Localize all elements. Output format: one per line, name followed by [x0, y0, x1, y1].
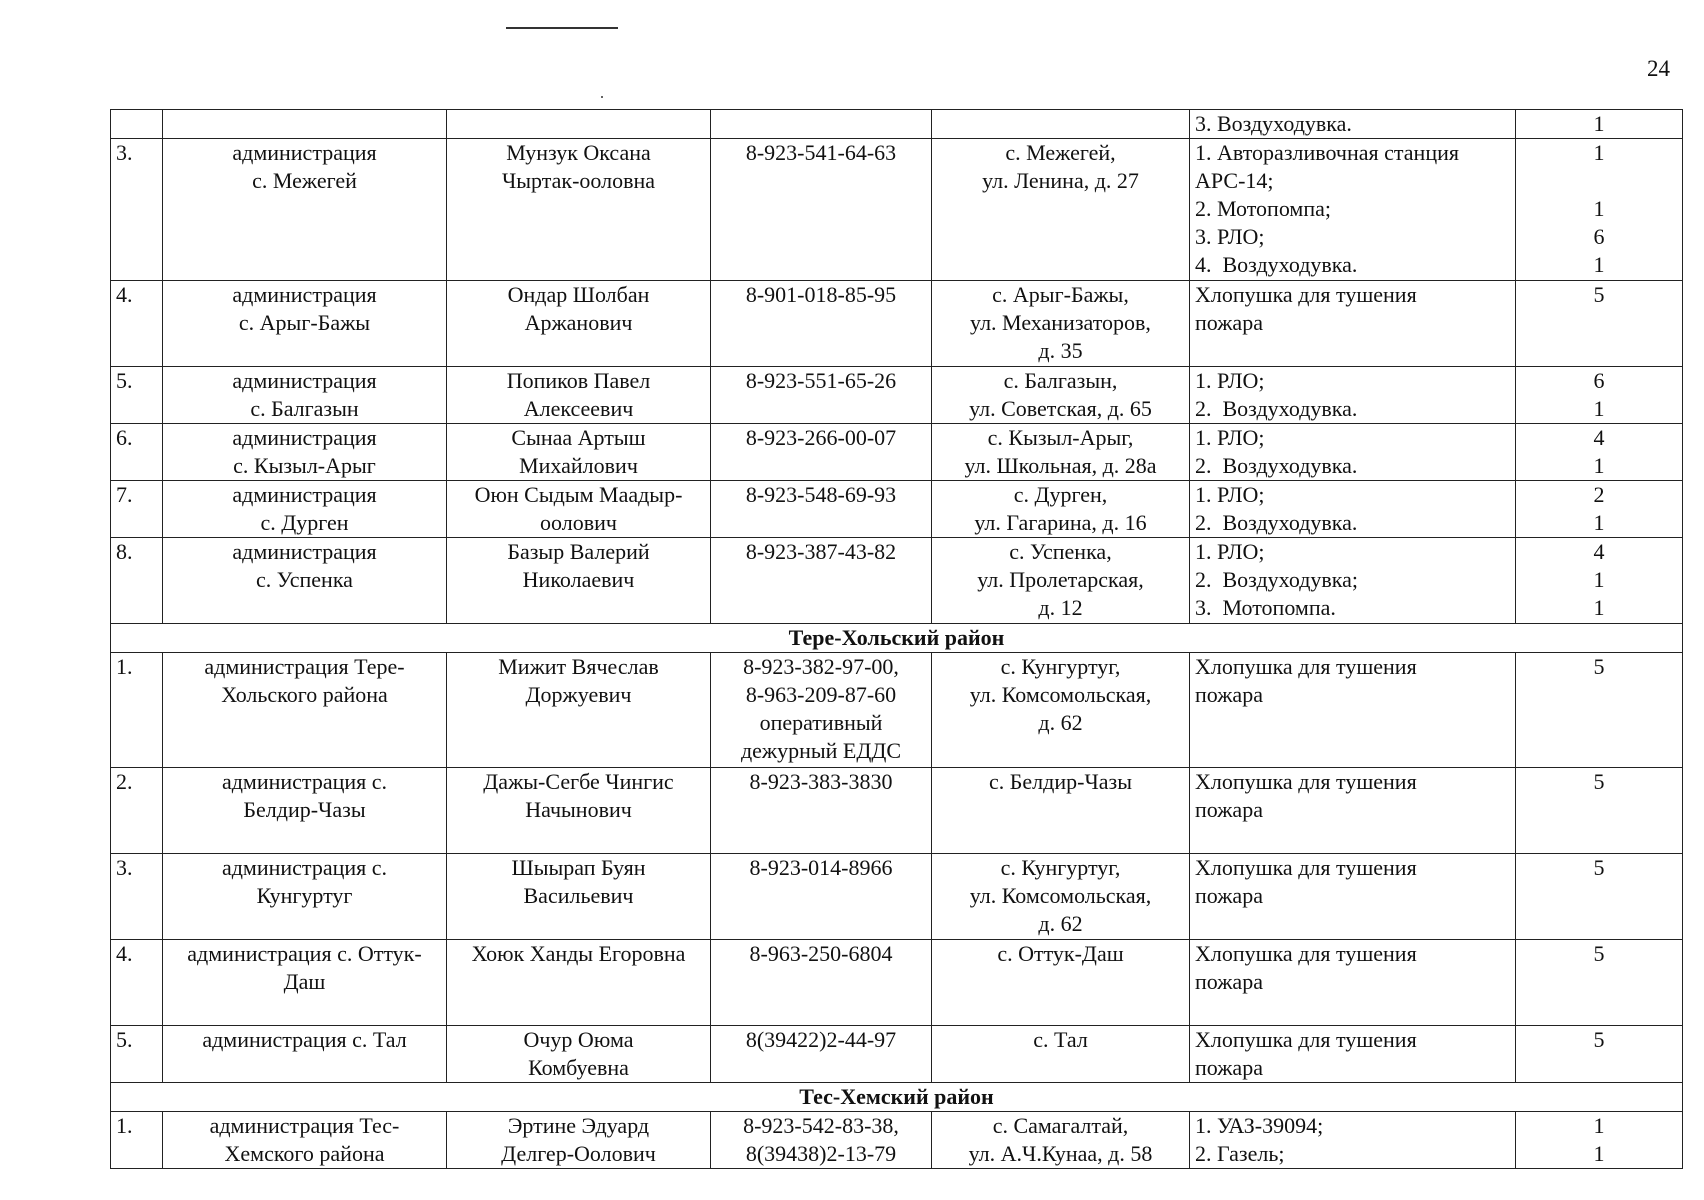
phone-cell — [711, 1026, 932, 1083]
phone-cell — [711, 1112, 932, 1169]
responsible-person-line: Шыырап Буян — [511, 855, 646, 880]
phone-line — [716, 110, 926, 138]
address-line: д. 62 — [1038, 911, 1083, 936]
row-number: 4. — [111, 281, 163, 367]
organization-cell — [163, 481, 447, 538]
address-line: с. Белдир-Чазы — [989, 769, 1132, 794]
equipment-cell — [1190, 653, 1516, 768]
responsible-person-line: Михайлович — [519, 453, 638, 478]
quantity-line: 5 — [1593, 941, 1605, 966]
organization-line: администрация Тере- — [204, 654, 405, 679]
phone-line: 8-963-209-87-60 — [745, 682, 897, 707]
quantity-line: 1 — [1593, 1141, 1605, 1166]
equipment-line: 2. Газель; — [1195, 1141, 1285, 1166]
table-row — [111, 940, 1683, 1026]
responsible-person-line: Васильевич — [523, 883, 634, 908]
row-number: 1. — [111, 653, 163, 768]
equipment-line: 2. Воздуходувка; — [1195, 567, 1359, 592]
organization-line: Даш — [283, 969, 326, 994]
equipment-line: пожара — [1195, 797, 1263, 822]
responsible-person-cell — [447, 1112, 711, 1169]
quantity-cell — [1516, 424, 1683, 481]
row-number: 8. — [111, 538, 163, 624]
address-cell — [932, 281, 1190, 367]
quantity-line: 1 — [1593, 252, 1605, 277]
quantity-cell — [1516, 653, 1683, 768]
quantity-line: 1 — [1593, 1113, 1605, 1138]
equipment-cell — [1190, 940, 1516, 1026]
row-number: 3. — [111, 854, 163, 940]
equipment-cell — [1190, 1112, 1516, 1169]
phone-line: 8-923-541-64-63 — [745, 140, 897, 165]
organization-cell — [163, 281, 447, 367]
phone-cell — [711, 281, 932, 367]
address-cell — [932, 1026, 1190, 1083]
organization-line: администрация с. Оттук- — [187, 941, 422, 966]
responsible-person-line: Хоюк Ханды Егоровна — [471, 941, 686, 966]
equipment-line: Хлопушка для тушения — [1195, 941, 1417, 966]
table-row — [111, 424, 1683, 481]
table-row — [111, 1112, 1683, 1169]
responsible-person-line: Делгер-Оолович — [501, 1141, 656, 1166]
responsible-person-line: Николаевич — [522, 567, 635, 592]
equipment-line: 1. РЛО; — [1195, 482, 1265, 507]
organization-line: с. Межегей — [252, 168, 357, 193]
organization-line: администрация — [232, 368, 377, 393]
responsible-person-cell — [447, 424, 711, 481]
equipment-line: 4. Воздуходувка. — [1195, 252, 1358, 277]
phone-cell — [711, 110, 932, 139]
equipment-line: 3. Воздуходувка. — [1195, 111, 1352, 136]
row-number: 5. — [111, 1026, 163, 1083]
equipment-line: Хлопушка для тушения — [1195, 282, 1417, 307]
equipment-cell — [1190, 424, 1516, 481]
phone-cell — [711, 424, 932, 481]
phone-line: 8-923-542-83-38, — [743, 1113, 899, 1138]
phone-line: 8-923-014-8966 — [749, 855, 893, 880]
quantity-cell — [1516, 538, 1683, 624]
responsible-person-cell — [447, 1026, 711, 1083]
address-line: д. 62 — [1038, 710, 1083, 735]
top-rule — [506, 27, 618, 29]
organization-cell — [163, 1026, 447, 1083]
responsible-person-line: Начынович — [525, 797, 632, 822]
address-line: с. Успенка, — [1009, 539, 1112, 564]
quantity-line: 1 — [1593, 453, 1605, 478]
quantity-cell — [1516, 367, 1683, 424]
equipment-line: 1. РЛО; — [1195, 368, 1265, 393]
table-row — [111, 367, 1683, 424]
address-line: с. Самагалтай, — [992, 1113, 1129, 1138]
table-row — [111, 481, 1683, 538]
phone-line: 8-923-387-43-82 — [745, 539, 897, 564]
quantity-line: 5 — [1593, 282, 1605, 307]
table-row — [111, 768, 1683, 854]
organization-line: администрация Тес- — [209, 1113, 400, 1138]
quantity-line: 5 — [1593, 855, 1605, 880]
responsible-person-cell — [447, 481, 711, 538]
organization-cell — [163, 424, 447, 481]
organization-cell — [163, 367, 447, 424]
responsible-person-cell — [447, 854, 711, 940]
responsible-person-cell — [447, 768, 711, 854]
responsible-person-cell — [447, 367, 711, 424]
address-cell — [932, 653, 1190, 768]
phone-line: оперативный — [759, 710, 883, 735]
phone-cell — [711, 139, 932, 281]
equipment-cell — [1190, 854, 1516, 940]
equipment-line: Хлопушка для тушения — [1195, 769, 1417, 794]
table-row — [111, 854, 1683, 940]
responsible-person-line: Алексеевич — [523, 396, 634, 421]
equipment-cell — [1190, 281, 1516, 367]
organization-line: с. Успенка — [256, 567, 353, 592]
quantity-line: 2 — [1593, 482, 1605, 507]
section-title: Тере-Хольский район — [111, 624, 1683, 653]
responsible-person-line: оолович — [540, 510, 617, 535]
address-line — [937, 110, 1184, 138]
organization-line: с. Кызыл-Арыг — [233, 453, 376, 478]
address-line: ул. Комсомольская, — [969, 883, 1152, 908]
equipment-cell — [1190, 481, 1516, 538]
organization-line: администрация — [232, 282, 377, 307]
responsible-person-line: Доржуевич — [525, 682, 632, 707]
quantity-line: 4 — [1593, 425, 1605, 450]
quantity-line: 6 — [1593, 368, 1605, 393]
address-line: с. Оттук-Даш — [997, 941, 1124, 966]
address-line: ул. Ленина, д. 27 — [982, 168, 1139, 193]
table-row — [111, 139, 1683, 281]
organization-cell — [163, 940, 447, 1026]
address-cell — [932, 481, 1190, 538]
quantity-line: 6 — [1593, 224, 1605, 249]
responsible-person-line: Комбуевна — [528, 1055, 629, 1080]
scan-dot — [601, 96, 603, 98]
responsible-person-line: Базыр Валерий — [507, 539, 650, 564]
equipment-line: Хлопушка для тушения — [1195, 855, 1417, 880]
responsible-person-line — [452, 110, 705, 138]
equipment-line: 1. РЛО; — [1195, 539, 1265, 564]
phone-line: 8-963-250-6804 — [749, 941, 893, 966]
quantity-line: 1 — [1593, 510, 1605, 535]
address-line: с. Арыг-Бажы, — [992, 282, 1129, 307]
responsible-person-line: Очур Оюма — [523, 1027, 634, 1052]
responsible-person-line: Мижит Вячеслав — [498, 654, 659, 679]
address-cell — [932, 940, 1190, 1026]
address-line: ул. Гагарина, д. 16 — [974, 510, 1147, 535]
address-line: с. Кунгуртуг, — [1000, 654, 1121, 679]
phone-cell — [711, 653, 932, 768]
quantity-line: 1 — [1593, 396, 1605, 421]
organization-line: администрация с. — [221, 855, 388, 880]
quantity-line: 1 — [1593, 111, 1605, 136]
responsible-person-line: Мунзук Оксана — [506, 140, 651, 165]
organization-line: с. Арыг-Бажы — [238, 310, 371, 335]
row-number: 4. — [111, 940, 163, 1026]
quantity-line: 5 — [1593, 1027, 1605, 1052]
row-number: 3. — [111, 139, 163, 281]
quantity-line: 5 — [1593, 769, 1605, 794]
quantity-cell — [1516, 1112, 1683, 1169]
address-cell — [932, 424, 1190, 481]
phone-line: 8-923-551-65-26 — [745, 368, 897, 393]
responsible-person-line: Чыртак-ооловна — [501, 168, 656, 193]
organization-line: с. Дурген — [260, 510, 349, 535]
address-line: с. Кызыл-Арыг, — [987, 425, 1134, 450]
responsible-person-cell — [447, 281, 711, 367]
phone-line: 8-923-266-00-07 — [745, 425, 897, 450]
organization-cell — [163, 538, 447, 624]
organization-line: администрация — [232, 482, 377, 507]
responsible-person-line: Попиков Павел — [506, 368, 651, 393]
organization-line: администрация с. Тал — [202, 1027, 407, 1052]
phone-cell — [711, 768, 932, 854]
address-line: ул. А.Ч.Кунаа, д. 58 — [968, 1141, 1153, 1166]
equipment-line: пожара — [1195, 883, 1263, 908]
organization-line: администрация — [232, 140, 377, 165]
table-row — [111, 538, 1683, 624]
equipment-line: 1. РЛО; — [1195, 425, 1265, 450]
quantity-cell — [1516, 281, 1683, 367]
quantity-line: 4 — [1593, 539, 1605, 564]
address-cell — [932, 1112, 1190, 1169]
equipment-line: 3. РЛО; — [1195, 224, 1265, 249]
responsible-person-cell — [447, 110, 711, 139]
phone-cell — [711, 481, 932, 538]
equipment-cell — [1190, 768, 1516, 854]
address-cell — [932, 367, 1190, 424]
organization-cell — [163, 139, 447, 281]
quantity-line: 1 — [1593, 567, 1605, 592]
phone-cell — [711, 367, 932, 424]
address-cell — [932, 110, 1190, 139]
equipment-cell — [1190, 1026, 1516, 1083]
quantity-cell — [1516, 768, 1683, 854]
equipment-line: 1. Авторазливочная станция — [1195, 140, 1459, 165]
organization-cell — [163, 110, 447, 139]
registry-table — [110, 109, 1683, 1169]
row-number: 6. — [111, 424, 163, 481]
phone-line: 8-923-383-3830 — [749, 769, 893, 794]
equipment-cell — [1190, 367, 1516, 424]
phone-cell — [711, 940, 932, 1026]
address-line: д. 35 — [1038, 338, 1083, 363]
responsible-person-line: Аржанович — [524, 310, 633, 335]
quantity-cell — [1516, 481, 1683, 538]
equipment-cell — [1190, 538, 1516, 624]
section-row — [111, 624, 1683, 653]
equipment-line: 2. Воздуходувка. — [1195, 453, 1358, 478]
phone-line: дежурный ЕДДС — [740, 738, 902, 763]
equipment-cell — [1190, 139, 1516, 281]
responsible-person-line: Дажы-Сегбе Чингис — [483, 769, 674, 794]
phone-line: 8(39438)2-13-79 — [745, 1141, 897, 1166]
organization-line: Хольского района — [221, 682, 388, 707]
table-row — [111, 110, 1683, 139]
address-line: ул. Советская, д. 65 — [969, 396, 1152, 421]
row-number: 2. — [111, 768, 163, 854]
phone-line: 8-901-018-85-95 — [745, 282, 897, 307]
equipment-line: пожара — [1195, 1055, 1263, 1080]
equipment-line: пожара — [1195, 682, 1263, 707]
organization-line: администрация — [232, 539, 377, 564]
quantity-cell — [1516, 110, 1683, 139]
row-number: 7. — [111, 481, 163, 538]
organization-line: с. Балгазын — [250, 396, 359, 421]
organization-cell — [163, 653, 447, 768]
section-row — [111, 1083, 1683, 1112]
equipment-line: 2. Мотопомпа; — [1195, 196, 1331, 221]
quantity-cell — [1516, 139, 1683, 281]
equipment-line: АРС-14; — [1195, 168, 1274, 193]
responsible-person-cell — [447, 538, 711, 624]
phone-line: 8-923-382-97-00, — [743, 654, 899, 679]
quantity-cell — [1516, 940, 1683, 1026]
responsible-person-line: Ондар Шолбан — [507, 282, 650, 307]
address-cell — [932, 538, 1190, 624]
address-line: с. Тал — [1033, 1027, 1088, 1052]
address-line: ул. Механизаторов, — [970, 310, 1151, 335]
address-line: ул. Комсомольская, — [969, 682, 1152, 707]
equipment-line: 2. Воздуходувка. — [1195, 510, 1358, 535]
address-line: ул. Школьная, д. 28а — [964, 453, 1157, 478]
equipment-line: пожара — [1195, 310, 1263, 335]
quantity-line — [1521, 167, 1677, 195]
table-row — [111, 281, 1683, 367]
organization-line — [168, 110, 441, 138]
phone-line: 8-923-548-69-93 — [745, 482, 897, 507]
quantity-line: 1 — [1593, 196, 1605, 221]
responsible-person-cell — [447, 139, 711, 281]
equipment-line: 3. Мотопомпа. — [1195, 595, 1336, 620]
phone-cell — [711, 538, 932, 624]
address-line: с. Балгазын, — [1003, 368, 1118, 393]
responsible-person-line: Оюн Сыдым Маадыр- — [474, 482, 683, 507]
address-cell — [932, 768, 1190, 854]
equipment-cell — [1190, 110, 1516, 139]
equipment-line: 2. Воздуходувка. — [1195, 396, 1358, 421]
quantity-line: 5 — [1593, 654, 1605, 679]
address-line: с. Дурген, — [1013, 482, 1108, 507]
address-line: д. 12 — [1038, 595, 1083, 620]
phone-cell — [711, 854, 932, 940]
responsible-person-line: Эртине Эдуард — [507, 1113, 650, 1138]
address-line: с. Межегей, — [1005, 140, 1116, 165]
page-number: 24 — [1647, 56, 1670, 81]
row-number: 5. — [111, 367, 163, 424]
quantity-line: 1 — [1593, 595, 1605, 620]
quantity-line: 1 — [1593, 140, 1605, 165]
equipment-line: 1. УАЗ-39094; — [1195, 1113, 1324, 1138]
organization-line: администрация с. — [221, 769, 388, 794]
organization-line: Хемского района — [224, 1141, 385, 1166]
phone-line: 8(39422)2-44-97 — [745, 1027, 897, 1052]
responsible-person-line: Сынаа Артыш — [511, 425, 646, 450]
address-line: ул. Пролетарская, — [977, 567, 1144, 592]
organization-line: Кунгуртуг — [256, 883, 353, 908]
section-title: Тес-Хемский район — [111, 1083, 1683, 1112]
row-number — [111, 110, 163, 139]
quantity-cell — [1516, 854, 1683, 940]
address-cell — [932, 139, 1190, 281]
quantity-cell — [1516, 1026, 1683, 1083]
organization-line: Белдир-Чазы — [243, 797, 366, 822]
organization-line: администрация — [232, 425, 377, 450]
organization-cell — [163, 854, 447, 940]
address-line: с. Кунгуртуг, — [1000, 855, 1121, 880]
responsible-person-cell — [447, 653, 711, 768]
table-row — [111, 1026, 1683, 1083]
equipment-line: пожара — [1195, 969, 1263, 994]
row-number: 1. — [111, 1112, 163, 1169]
equipment-line: Хлопушка для тушения — [1195, 654, 1417, 679]
organization-cell — [163, 1112, 447, 1169]
responsible-person-cell — [447, 940, 711, 1026]
equipment-line: Хлопушка для тушения — [1195, 1027, 1417, 1052]
address-cell — [932, 854, 1190, 940]
organization-cell — [163, 768, 447, 854]
table-row — [111, 653, 1683, 768]
